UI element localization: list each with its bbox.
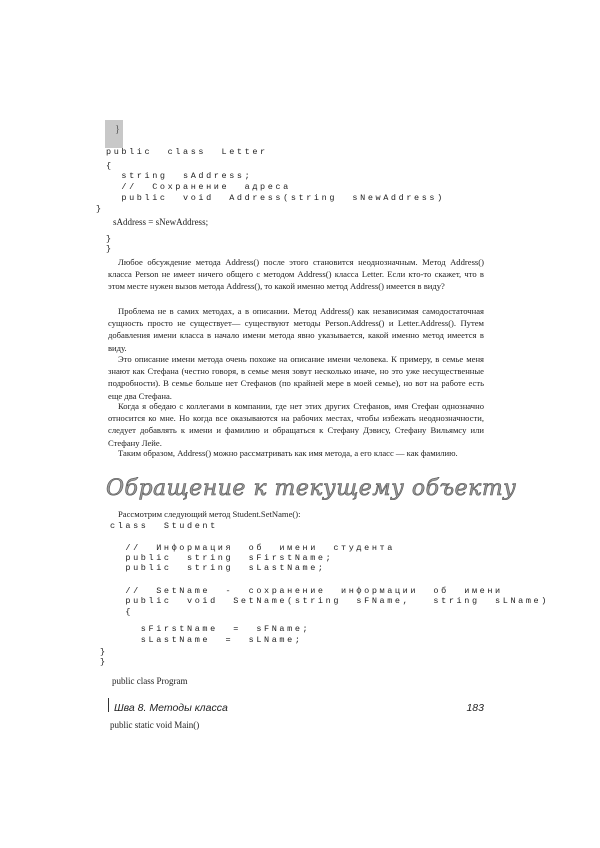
code-line: // Информация об имени студента [110,543,395,553]
code-line: class Student [110,521,218,531]
code-line: sFirstName = sFName; [110,624,311,634]
body-paragraph: Проблема не в самих методах, а в описании. Метод Address() как независимая самодостаточная сущность просто не существует— существуют методы Person.Address() и Letter.Address(). Путем добавления имени класса в начало имени метода явно указывается, какой именно метод имеется в виду. [108,306,484,353]
code-line: } [100,657,108,667]
footer-divider [108,698,109,712]
code-line: } [96,204,104,214]
code-line: public string sLastName; [110,563,326,573]
page-number: 183 [466,702,484,714]
code-line: public class Program [112,676,188,686]
section-heading [106,473,517,503]
code-line: public void SetName(string sFName, string sLName) [110,596,549,606]
code-line: } [106,234,114,244]
page-footer [108,702,484,716]
section-heading-text: Обращение к текущему объекту [106,476,517,501]
intro-line: Рассмотрим следующий метод Student.SetName(): [118,509,301,519]
code-line: { [110,607,134,617]
brace-glyph: } [115,124,120,135]
code-line: } [100,647,108,657]
body-paragraph: Любое обсуждение метода Address() после этого становится неоднозначным. Метод Address() класса Person не имеет ничего общего с методом Address() класса Letter. Если кто-то скажет, что в этом месте нужен вызов метода Address(), то какой именно метод Address() имеется в виду? [108,257,484,292]
code-line: public string sFirstName; [110,553,334,563]
body-paragraph: Это описание имени метода очень похоже на описание имени человека. К примеру, в семье меня знают как Стефана (честно говоря, в семье меня зовут несколько иначе, но это уже несущественные подробности). В семье больше нет Стефанов (по крайней мере в моей семье), но вот на работе есть еще два Стефана. [108,354,484,401]
code-line: { [106,161,114,171]
code-line: } [106,244,114,254]
chapter-title: Шва 8. Методы класса [114,702,228,714]
code-line: sLastName = sLName; [110,635,303,645]
code-line: public class Letter [106,147,268,157]
code-line: public void Address(string sNewAddress) [106,193,445,203]
code-line: // SetName - сохранение информации об имени [110,586,503,596]
code-line: sAddress = sNewAddress; [113,217,209,227]
body-paragraph: Когда я обедаю с коллегами в компании, где нет этих других Стефанов, имя Стефан однозначно относится ко мне. Но когда все оказываются на рабочих местах, чтобы избежать неоднозначности, следует добавлять к имени и фамилию и обращаться к Стефану Дэвису, Стефану Вильямсу или Стефану Лейе. [108,401,484,448]
code-line: // Сохранение адреса [106,182,291,192]
code-marker-block [105,120,123,148]
body-paragraph: Таким образом, Address() можно рассматривать как имя метода, а его класс — как фамилию. [118,448,458,458]
code-line: string sAddress; [106,171,253,181]
code-line: public static void Main() [110,720,200,730]
